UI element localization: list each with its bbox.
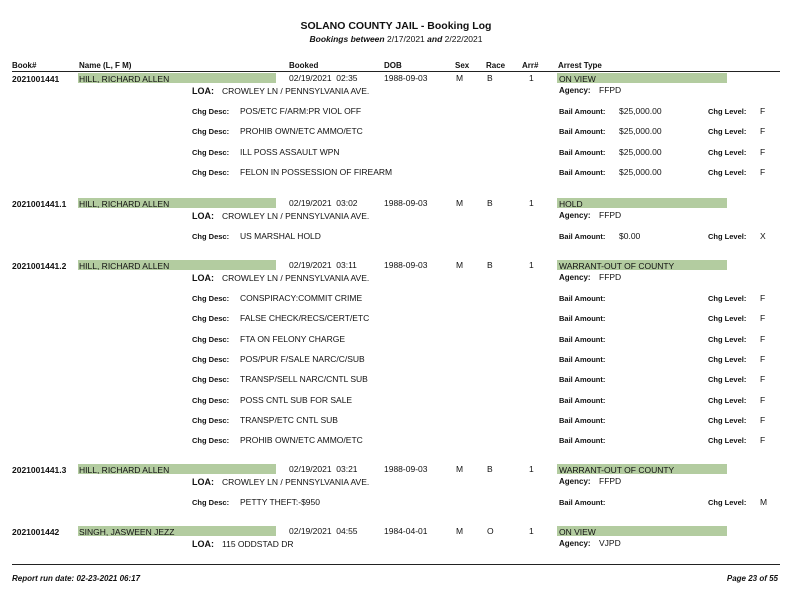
date-of-birth: 1984-04-01 (384, 526, 428, 536)
chg-level-label: Chg Level: (708, 314, 747, 324)
chg-desc-label: Chg Desc: (192, 147, 230, 157)
agency-label: Agency: (559, 211, 591, 220)
race: B (487, 73, 493, 83)
loa-value: CROWLEY LN / PENNSYLVANIA AVE. (222, 86, 370, 96)
chg-desc-value: PROHIB OWN/ETC AMMO/ETC (240, 126, 363, 137)
bail-amount-label: Bail Amount: (559, 294, 606, 303)
date-of-birth: 1988-09-03 (384, 73, 428, 83)
charge-row (0, 313, 792, 325)
loa-value: CROWLEY LN / PENNSYLVANIA AVE. (222, 477, 370, 487)
agency-label: Agency: (559, 477, 591, 486)
chg-level-value: F (760, 333, 766, 344)
chg-level-label: Chg Level: (708, 107, 747, 116)
chg-desc-value: FTA ON FELONY CHARGE (240, 333, 346, 344)
chg-desc-label: Chg Desc: (192, 232, 230, 241)
arrest-number: 1 (529, 198, 534, 208)
chg-level-value: F (760, 313, 766, 324)
col-sex: Sex (455, 61, 470, 70)
inmate-name: HILL, RICHARD ALLEN (79, 465, 170, 475)
race: O (487, 526, 494, 536)
sex: M (456, 526, 464, 536)
bail-amount-value: $25,000.00 (619, 166, 662, 177)
chg-level-value: M (760, 497, 768, 507)
page-number: Page 23 of 55 (726, 574, 778, 583)
book-number: 2021001441 (12, 74, 60, 84)
loa-value: 115 ODDSTAD DR (222, 539, 294, 549)
subtitle-prefix: Bookings between (309, 34, 385, 44)
booked-datetime: 02/19/2021 02:35 (289, 73, 358, 83)
chg-level-value: F (760, 293, 766, 303)
loa-label: LOA: (192, 273, 214, 283)
race: B (487, 198, 493, 208)
footer-rule (12, 564, 780, 565)
bail-amount-label: Bail Amount: (559, 375, 606, 385)
chg-level-label: Chg Level: (708, 127, 747, 137)
booked-datetime: 02/19/2021 04:55 (289, 526, 358, 536)
chg-level-label: Chg Level: (708, 498, 747, 507)
booking-record (0, 73, 792, 193)
chg-desc-label: Chg Desc: (192, 314, 230, 324)
chg-desc-value: CONSPIRACY:COMMIT CRIME (240, 293, 363, 303)
chg-desc-label: Chg Desc: (192, 395, 230, 405)
chg-level-value: F (760, 353, 766, 364)
inmate-name: HILL, RICHARD ALLEN (79, 261, 170, 271)
chg-desc-value: PROHIB OWN/ETC AMMO/ETC (240, 435, 363, 446)
col-name: Name (L, F M) (79, 61, 132, 70)
chg-desc-label: Chg Desc: (192, 127, 230, 137)
loa-label: LOA: (192, 86, 214, 96)
charge-row (0, 354, 792, 366)
agency-value: FFPD (599, 272, 622, 282)
bail-amount-label: Bail Amount: (559, 127, 606, 137)
booking-record (0, 198, 792, 258)
bail-amount-label: Bail Amount: (559, 334, 606, 344)
chg-desc-label: Chg Desc: (192, 498, 230, 507)
date-of-birth: 1988-09-03 (384, 260, 428, 270)
sex: M (456, 260, 464, 270)
bail-amount-label: Bail Amount: (559, 498, 606, 507)
chg-level-label: Chg Level: (708, 232, 747, 241)
sex: M (456, 73, 464, 83)
subtitle-and: and (427, 34, 443, 44)
agency-label: Agency: (559, 273, 591, 282)
report-title: SOLANO COUNTY JAIL - Booking Log (300, 20, 492, 32)
col-arrest-type: Arrest Type (558, 61, 602, 70)
chg-level-value: F (760, 414, 766, 425)
race: B (487, 464, 493, 474)
chg-level-label: Chg Level: (708, 294, 747, 303)
arrest-number: 1 (529, 464, 534, 474)
book-number: 2021001441.2 (12, 261, 67, 271)
chg-desc-value: FELON IN POSSESSION OF FIREARM (240, 166, 393, 177)
agency-value: FFPD (599, 476, 622, 486)
chg-desc-value: POSS CNTL SUB FOR SALE (240, 394, 353, 405)
inmate-name: HILL, RICHARD ALLEN (79, 74, 170, 84)
arrest-type: ON VIEW (559, 527, 596, 537)
book-number: 2021001442 (12, 527, 60, 537)
arrest-type: WARRANT-OUT OF COUNTY (559, 465, 675, 475)
chg-level-value: F (760, 394, 766, 405)
bail-amount-label: Bail Amount: (559, 354, 606, 364)
chg-level-value: F (760, 126, 766, 137)
bail-amount-value: $25,000.00 (619, 106, 662, 116)
chg-desc-label: Chg Desc: (192, 354, 230, 364)
chg-desc-label: Chg Desc: (192, 294, 230, 303)
col-dob: DOB (384, 61, 402, 70)
booked-datetime: 02/19/2021 03:02 (289, 198, 358, 208)
sex: M (456, 198, 464, 208)
chg-desc-value: POS/PUR F/SALE NARC/C/SUB (240, 353, 365, 364)
chg-level-label: Chg Level: (708, 375, 747, 385)
agency-value: FFPD (599, 210, 622, 220)
chg-level-value: F (760, 166, 766, 177)
charge-row (0, 167, 792, 179)
date-to: 2/22/2021 (444, 34, 483, 44)
book-number: 2021001441.3 (12, 465, 67, 475)
bail-amount-label: Bail Amount: (559, 314, 606, 324)
chg-level-label: Chg Level: (708, 354, 747, 364)
chg-level-label: Chg Level: (708, 415, 747, 425)
bail-amount-value: $25,000.00 (619, 126, 662, 137)
book-number: 2021001441.1 (12, 199, 67, 209)
chg-level-value: F (760, 106, 766, 116)
agency-label: Agency: (559, 86, 591, 95)
charge-row (0, 497, 792, 509)
chg-desc-value: ILL POSS ASSAULT WPN (240, 146, 340, 157)
race: B (487, 260, 493, 270)
charge-row (0, 231, 792, 243)
agency-label: Agency: (559, 539, 591, 548)
charge-row (0, 374, 792, 386)
loa-label: LOA: (192, 477, 214, 487)
chg-desc-value: PETTY THEFT:-$950 (240, 497, 320, 507)
chg-desc-label: Chg Desc: (192, 436, 230, 446)
bail-amount-label: Bail Amount: (559, 395, 606, 405)
bail-amount-label: Bail Amount: (559, 147, 606, 157)
bail-amount-value: $25,000.00 (619, 146, 662, 157)
date-of-birth: 1988-09-03 (384, 198, 428, 208)
booked-datetime: 02/19/2021 03:11 (289, 260, 357, 270)
header-rule (12, 71, 780, 72)
chg-level-label: Chg Level: (708, 147, 747, 157)
charge-row (0, 293, 792, 305)
chg-level-label: Chg Level: (708, 167, 747, 177)
chg-desc-value: POS/ETC F/ARM:PR VIOL OFF (240, 106, 362, 116)
bail-amount-label: Bail Amount: (559, 107, 606, 116)
loa-value: CROWLEY LN / PENNSYLVANIA AVE. (222, 273, 370, 283)
charge-row (0, 106, 792, 118)
report-subtitle (0, 34, 792, 44)
chg-level-value: F (760, 146, 766, 157)
inmate-name: HILL, RICHARD ALLEN (79, 199, 170, 209)
col-arr: Arr# (522, 61, 539, 70)
chg-level-label: Chg Level: (708, 436, 747, 446)
col-booked: Booked (289, 61, 319, 70)
chg-level-label: Chg Level: (708, 334, 747, 344)
arrest-type: WARRANT-OUT OF COUNTY (559, 261, 675, 271)
report-run-date: Report run date: 02-23-2021 06:17 (12, 574, 141, 583)
chg-desc-value: FALSE CHECK/RECS/CERT/ETC (240, 313, 370, 324)
bail-amount-label: Bail Amount: (559, 436, 606, 446)
chg-level-value: F (760, 374, 766, 385)
agency-value: VJPD (599, 538, 621, 548)
booked-datetime: 02/19/2021 03:21 (289, 464, 358, 474)
chg-desc-label: Chg Desc: (192, 334, 230, 344)
arrest-number: 1 (529, 260, 534, 270)
loa-value: CROWLEY LN / PENNSYLVANIA AVE. (222, 211, 370, 221)
arrest-type: HOLD (559, 199, 583, 209)
bail-amount-label: Bail Amount: (559, 167, 606, 177)
charge-row (0, 415, 792, 427)
arrest-type: ON VIEW (559, 74, 596, 84)
bail-amount-label: Bail Amount: (559, 415, 606, 425)
charge-row (0, 126, 792, 138)
chg-desc-label: Chg Desc: (192, 107, 230, 116)
chg-desc-value: TRANSP/SELL NARC/CNTL SUB (240, 374, 368, 385)
loa-label: LOA: (192, 539, 214, 549)
chg-level-label: Chg Level: (708, 395, 747, 405)
loa-label: LOA: (192, 211, 214, 221)
col-race: Race (486, 61, 506, 70)
bail-amount-label: Bail Amount: (559, 232, 606, 241)
chg-level-value: F (760, 435, 766, 446)
arrest-number: 1 (529, 73, 534, 83)
charge-row (0, 334, 792, 346)
charge-row (0, 395, 792, 407)
chg-desc-label: Chg Desc: (192, 415, 230, 425)
booking-record (0, 464, 792, 524)
bail-amount-value: $0.00 (619, 231, 641, 241)
chg-desc-label: Chg Desc: (192, 167, 230, 177)
date-from: 2/17/2021 (386, 34, 425, 44)
chg-desc-value: US MARSHAL HOLD (240, 231, 321, 241)
sex: M (456, 464, 464, 474)
arrest-number: 1 (529, 526, 534, 536)
chg-desc-label: Chg Desc: (192, 375, 230, 385)
col-book: Book# (12, 61, 37, 70)
date-of-birth: 1988-09-03 (384, 464, 428, 474)
charge-row (0, 435, 792, 447)
chg-desc-value: TRANSP/ETC CNTL SUB (240, 414, 338, 425)
inmate-name: SINGH, JASWEEN JEZZ (79, 527, 175, 537)
chg-level-value: X (760, 231, 766, 241)
booking-record (0, 260, 792, 460)
charge-row (0, 147, 792, 159)
agency-value: FFPD (599, 85, 622, 95)
